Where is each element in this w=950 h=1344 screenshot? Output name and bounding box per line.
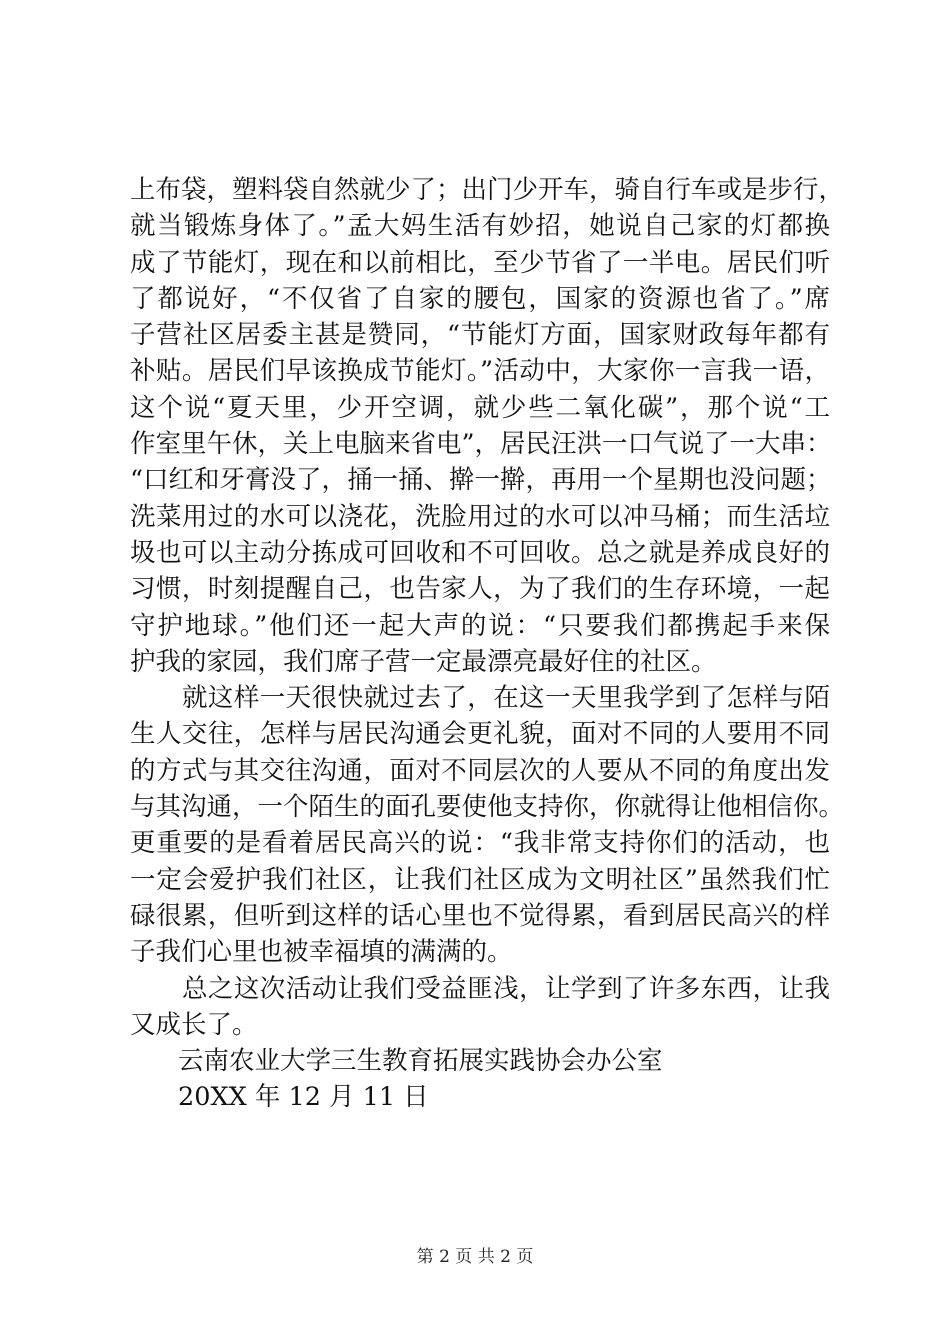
body-line: 护我的家园，我们席子营一定最漂亮最好住的社区。 <box>130 646 717 677</box>
body-line: 又成长了。 <box>130 1009 258 1040</box>
body-line: 就当锻炼身体了。”孟大妈生活有妙招，她说自己家的灯都换 <box>130 211 830 242</box>
body-line: 上布袋，塑料袋自然就少了；出门少开车，骑自行车或是步行， <box>130 175 845 205</box>
signature-date: 20XX 年 12 月 11 日 <box>178 1082 429 1113</box>
body-line: 作室里午休，关上电脑来省电”，居民汪洪一口气说了一大串： <box>130 429 832 460</box>
body-line: 生人交往，怎样与居民沟通会更礼貌，面对不同的人要用不同 <box>130 719 830 750</box>
body-line: 守护地球。”他们还一起大声的说：“只要我们都携起手来保 <box>130 610 830 641</box>
body-line: 更重要的是看着居民高兴的说：“我非常支持你们的活动，也 <box>130 828 830 859</box>
body-line: 子营社区居委主甚是赞同，“节能灯方面，国家财政每年都有 <box>130 320 830 351</box>
body-line: 这个说“夏天里，少开空调，就少些二氧化碳”，那个说“工 <box>130 392 830 423</box>
body-line: 洗菜用过的水可以浇花，洗脸用过的水可以冲马桶；而生活垃 <box>130 501 830 532</box>
body-line: 了都说好，“不仅省了自家的腰包，国家的资源也省了。”席 <box>130 283 830 314</box>
body-line: 成了节能灯，现在和以前相比，至少节省了一半电。居民们听 <box>130 247 830 278</box>
body-line: 与其沟通，一个陌生的面孔要使他支持你，你就得让他相信你。 <box>130 792 845 823</box>
body-line: 补贴。居民们早该换成节能灯。”活动中，大家你一言我一语， <box>130 356 830 387</box>
body-line: 子我们心里也被幸福填的满满的。 <box>130 937 513 968</box>
document-body <box>130 172 845 1116</box>
body-line: 圾也可以主动分拣成可回收和不可回收。总之就是养成良好的 <box>130 537 830 568</box>
signature-organization: 云南农业大学三生教育拓展实践协会办公室 <box>178 1046 663 1077</box>
paragraph-start-line: 就这样一天很快就过去了，在这一天里我学到了怎样与陌 <box>182 683 830 714</box>
paragraph-start-line: 总之这次活动让我们受益匪浅，让学到了许多东西，让我 <box>182 973 830 1004</box>
body-line: 习惯，时刻提醒自己，也告家人，为了我们的生存环境，一起 <box>130 574 830 605</box>
page-number-footer: 第 2 页 共 2 页 <box>416 1247 534 1267</box>
body-line: “口红和牙膏没了，捅一捅、擀一擀，再用一个星期也没问题； <box>130 465 832 496</box>
body-line: 碌很累，但听到这样的话心里也不觉得累，看到居民高兴的样 <box>130 900 830 931</box>
body-line: 一定会爱护我们社区，让我们社区成为文明社区”虽然我们忙 <box>130 864 830 895</box>
body-line: 的方式与其交往沟通，面对不同层次的人要从不同的角度出发 <box>130 755 830 786</box>
